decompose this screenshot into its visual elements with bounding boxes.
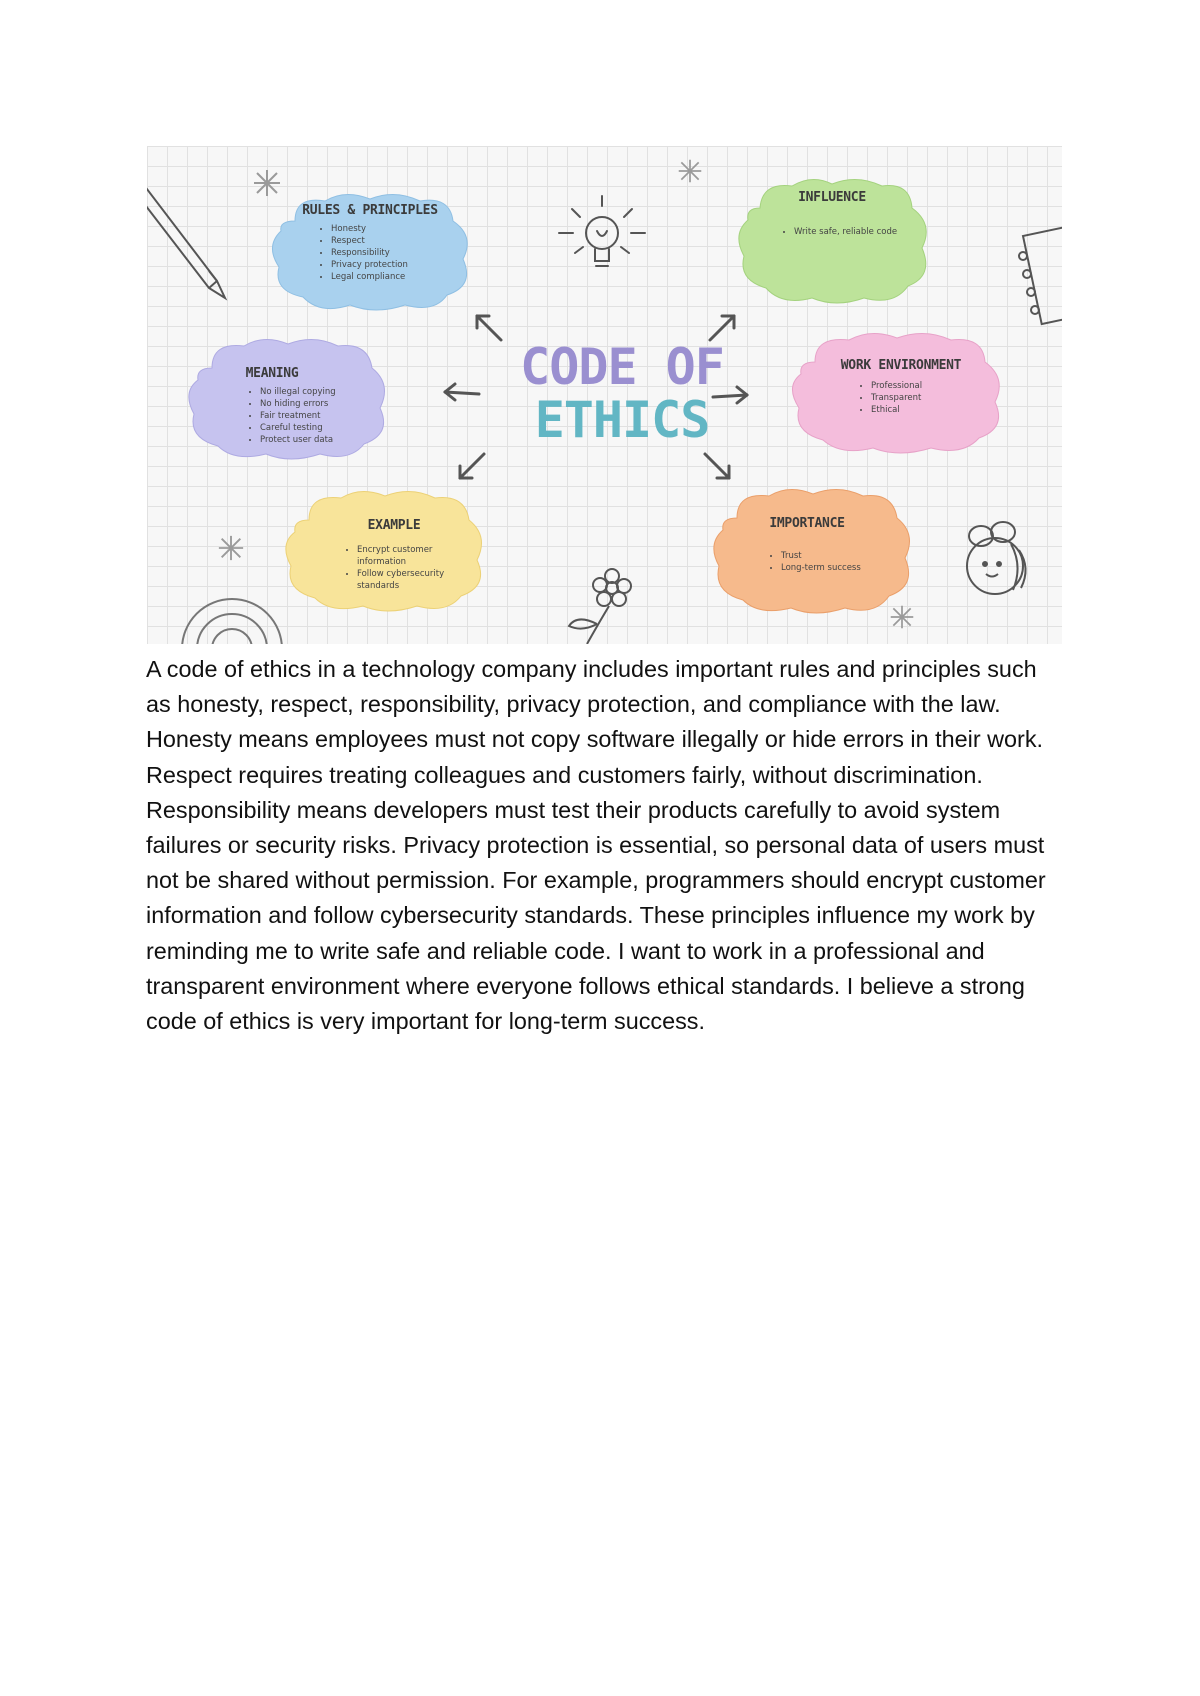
- cloud-list: [317, 223, 408, 283]
- list-item: • Professional: [871, 380, 922, 392]
- cloud-title: RULES & PRINCIPLES: [302, 203, 438, 218]
- pencil-icon: [147, 166, 237, 306]
- arrow-icon: [452, 446, 492, 486]
- arrow-icon: [469, 308, 509, 348]
- cloud-title: INFLUENCE: [798, 190, 866, 205]
- list-item: • Respect: [331, 235, 408, 247]
- cloud-title: EXAMPLE: [367, 518, 421, 533]
- list-item: • Careful testing: [260, 422, 336, 434]
- cloud-work-environment: [785, 330, 1007, 455]
- cloud-list: [780, 226, 897, 238]
- list-item: • Honesty: [331, 223, 408, 235]
- list-item: • Legal compliance: [331, 271, 408, 283]
- list-item: • Long-term success: [781, 562, 861, 574]
- cloud-importance: [707, 486, 917, 616]
- cloud-example: [279, 488, 489, 613]
- list-item: • No illegal copying: [260, 386, 336, 398]
- sparkle-icon: [217, 534, 245, 562]
- bee-icon: [953, 516, 1043, 606]
- code-of-ethics-poster: [147, 146, 1062, 644]
- body-paragraph: A code of ethics in a technology company includes important rules and principles such as honesty, respect, responsibility, privacy protection, and compliance with the law. Honesty means employees must not copy software illegally or hide errors in their work. Respect requires treating colleagues and customers fairly, without discrimination. Responsibility means developers must test their products carefully to avoid system failures or security risks. Privacy protection is essential, so personal data of users must not be shared without permission. For example, programmers should encrypt customer information and follow cybersecurity standards. These principles influence my work by reminding me to write safe and reliable code. I want to work in a professional and transparent environment where everyone follows ethical standards. I believe a strong code of ethics is very important for long-term success.: [146, 656, 1046, 1035]
- list-item: • Fair treatment: [260, 410, 336, 422]
- list-item: • Write safe, reliable code: [794, 226, 897, 238]
- list-item: • Protect user data: [260, 434, 336, 446]
- list-item: • Ethical: [871, 404, 922, 416]
- list-item: • No hiding errors: [260, 398, 336, 410]
- arrow-icon: [439, 378, 483, 408]
- poster-title-line1: CODE OF: [520, 338, 724, 396]
- cloud-title: MEANING: [245, 366, 299, 381]
- list-item: • Encrypt customer information: [357, 544, 467, 568]
- list-item: • Trust: [781, 550, 861, 562]
- cloud-meaning: [182, 336, 392, 461]
- sparkle-icon: [677, 158, 703, 184]
- rainbow-icon: [177, 594, 287, 644]
- list-item: • Follow cybersecurity standards: [357, 568, 467, 592]
- cloud-list: [343, 544, 467, 592]
- cloud-title: WORK ENVIRONMENT: [840, 358, 962, 373]
- lightbulb-icon: [547, 191, 657, 286]
- cloud-list: [246, 386, 336, 446]
- list-item: • Transparent: [871, 392, 922, 404]
- notebook-icon: [1009, 226, 1062, 336]
- cloud-title: IMPORTANCE: [769, 516, 845, 531]
- poster-title-line2: ETHICS: [534, 391, 710, 449]
- cloud-influence: [732, 176, 932, 306]
- list-item: • Privacy protection: [331, 259, 408, 271]
- arrow-icon: [697, 446, 737, 486]
- cloud-rules-principles: [265, 191, 475, 311]
- list-item: • Responsibility: [331, 247, 408, 259]
- cloud-list: [767, 550, 861, 574]
- flower-icon: [557, 566, 647, 644]
- cloud-list: [857, 380, 922, 416]
